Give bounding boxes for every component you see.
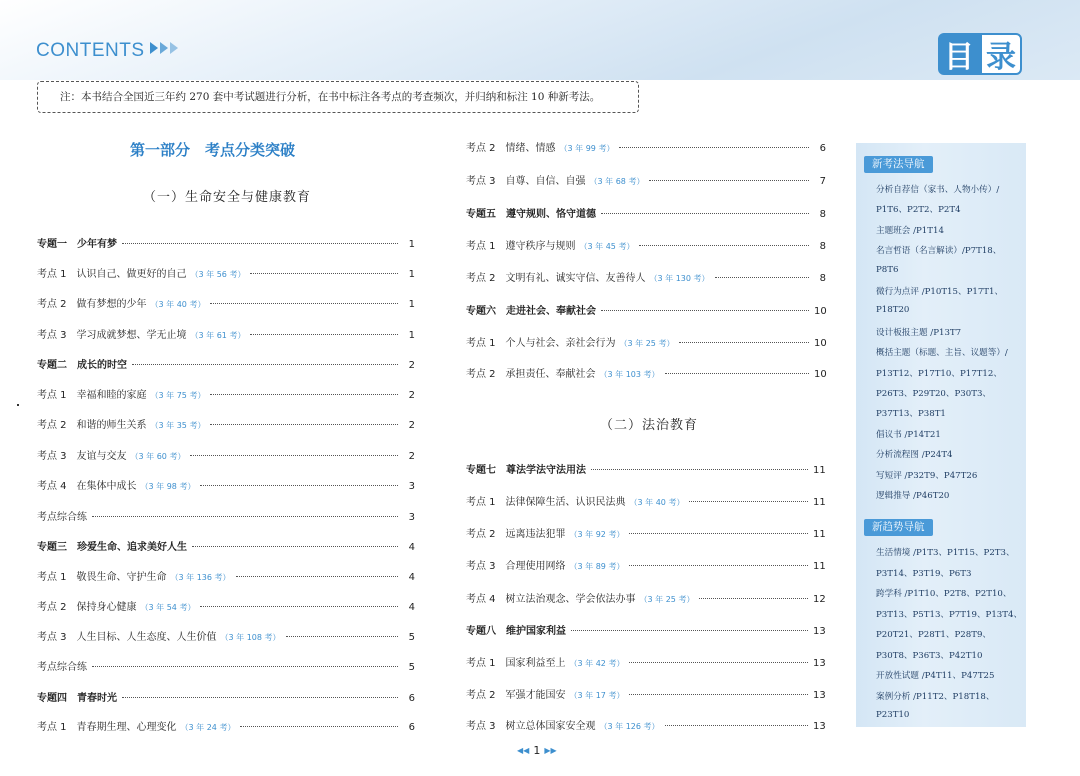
toc-point-row: [466, 493, 825, 507]
toc-entry-frequency: （3 年 68 考）: [589, 177, 645, 186]
toc-entry-page: 10: [814, 306, 827, 317]
toc-entry-page: 11: [813, 497, 826, 508]
toc-entry-frequency: （3 年 40 考）: [150, 300, 206, 309]
dot-leader: [210, 424, 398, 425]
sidebar-line: 生活情境 /P1T3、P1T15、P2T3、: [876, 548, 1015, 558]
toc-entry-label: 考点 2 和谐的师生关系: [37, 420, 147, 431]
toc-entry-frequency: （3 年 92 考）: [569, 530, 625, 539]
toc-entry-label: 专题五 遵守规则、恪守道德: [466, 209, 596, 220]
toc-entry-frequency: （3 年 45 考）: [579, 242, 635, 251]
toc-entry-page: 1: [408, 330, 415, 341]
toc-entry-frequency: （3 年 54 考）: [140, 603, 196, 612]
toc-entry-page: 13: [813, 721, 826, 732]
toc-topic-row: [37, 235, 415, 249]
toc-point-row: [37, 265, 415, 279]
toc-point-row: [466, 237, 826, 251]
toc-entry-label: 考点 3 学习成就梦想、学无止境: [37, 330, 187, 341]
stray-mark: [17, 404, 19, 406]
toc-point-row: [466, 139, 826, 153]
sidebar-line: 微行为点评 /P10T15、P17T1、: [876, 287, 1004, 297]
toc-entry-page: 3: [408, 481, 415, 492]
toc-entry-label: 考点 3 自尊、自信、自强: [466, 176, 586, 187]
toc-entry-frequency: （3 年 42 考）: [569, 659, 625, 668]
sidebar-line: 名言哲语（名言解读）/P7T18、: [876, 246, 1002, 257]
toc-entry-page: 13: [813, 626, 826, 637]
sidebar-line: 跨学科 /P1T10、P2T8、P2T10、: [876, 589, 1012, 599]
toc-entry-label: 考点 2 文明有礼、诚实守信、友善待人: [466, 273, 646, 284]
toc-entry-frequency: （3 年 60 考）: [130, 452, 186, 461]
toc-entry-label: 考点 2 军强才能国安: [466, 690, 566, 701]
toc-point-row: [466, 525, 825, 539]
sidebar-line: P23T10: [876, 710, 910, 720]
toc-point-row: [37, 416, 415, 430]
toc-entry-label: 考点 2 承担责任、奉献社会: [466, 369, 596, 380]
sidebar-line: P1T6、P2T2、P2T4: [876, 205, 961, 216]
toc-point-row: [37, 326, 415, 340]
dot-leader: [122, 697, 398, 698]
toc-entry-frequency: （3 年 103 考）: [599, 370, 660, 379]
toc-point-row: [37, 508, 415, 522]
sidebar-line: 写短评 /P32T9、P47T26: [876, 470, 978, 481]
mulu-char-2: 录: [980, 33, 1022, 75]
toc-entry-label: 专题三 珍爱生命、追求美好人生: [37, 542, 187, 553]
dot-leader: [236, 576, 398, 577]
dot-leader: [715, 277, 809, 278]
dot-leader: [250, 334, 398, 335]
toc-point-row: [37, 718, 415, 732]
toc-point-row: [37, 477, 415, 491]
toc-entry-label: 考点 3 人生目标、人生态度、人生价值: [37, 632, 217, 643]
toc-entry-page: 11: [813, 529, 826, 540]
toc-entry-frequency: （3 年 25 考）: [639, 595, 695, 604]
dot-leader: [699, 598, 808, 599]
toc-entry-page: 8: [819, 273, 826, 284]
toc-entry-page: 3: [408, 512, 415, 523]
sidebar-line: 设计板报主题 /P13T7: [876, 327, 962, 338]
sidebar-line: 概括主题（标题、主旨、议题等）/: [876, 348, 1008, 359]
dot-leader: [601, 310, 809, 311]
page-number: 1: [533, 744, 541, 757]
dot-leader: [210, 394, 398, 395]
toc-point-row: [466, 269, 826, 283]
toc-point-row: [37, 658, 415, 672]
toc-entry-label: 考点 2 做有梦想的少年: [37, 299, 147, 310]
toc-point-row: [37, 628, 415, 642]
toc-entry-frequency: （3 年 108 考）: [220, 633, 281, 642]
dot-leader: [122, 243, 398, 244]
dot-leader: [629, 662, 808, 663]
toc-entry-frequency: （3 年 17 考）: [569, 691, 625, 700]
toc-entry-page: 8: [819, 241, 826, 252]
toc-topic-row: [37, 689, 415, 703]
dot-leader: [286, 636, 398, 637]
toc-point-row: [466, 557, 825, 571]
header-band: [0, 0, 1080, 80]
toc-point-row: [466, 654, 825, 668]
toc-entry-label: 考点 3 树立总体国家安全观: [466, 721, 596, 732]
toc-entry-label: 考点 3 合理使用网络: [466, 561, 566, 572]
toc-point-row: [466, 172, 826, 186]
toc-entry-frequency: （3 年 98 考）: [140, 482, 196, 491]
dot-leader: [192, 546, 398, 547]
toc-entry-label: 考点 4 在集体中成长: [37, 481, 137, 492]
toc-point-row: [37, 386, 415, 400]
dot-leader: [92, 516, 398, 517]
sidebar-line: P30T8、P36T3、P42T10: [876, 650, 983, 661]
toc-entry-page: 2: [408, 390, 415, 401]
toc-entry-frequency: （3 年 99 考）: [559, 144, 615, 153]
toc-entry-frequency: （3 年 136 考）: [170, 573, 231, 582]
sidebar-line: P37T13、P38T1: [876, 409, 946, 420]
toc-topic-row: [466, 302, 826, 316]
toc-entry-frequency: （3 年 25 考）: [619, 339, 675, 348]
toc-entry-label: 考点综合练: [37, 662, 87, 673]
toc-entry-page: 11: [813, 561, 826, 572]
sidebar-line: P26T3、P29T20、P30T3、: [876, 389, 992, 399]
toc-entry-page: 4: [408, 602, 415, 613]
toc-entry-page: 5: [408, 632, 415, 643]
dot-leader: [649, 180, 809, 181]
sidebar-line: P3T13、P5T13、P7T19、P13T4、: [876, 609, 1023, 620]
contents-label: CONTENTS: [36, 40, 145, 61]
toc-entry-frequency: （3 年 126 考）: [599, 722, 660, 731]
page-footer: [517, 744, 557, 757]
toc-entry-page: 13: [813, 658, 826, 669]
dot-leader: [200, 485, 398, 486]
toc-entry-label: 考点 1 青春期生理、心理变化: [37, 722, 177, 733]
dot-leader: [240, 726, 398, 727]
dot-leader: [689, 501, 808, 502]
toc-entry-page: 4: [408, 542, 415, 553]
dot-leader: [591, 469, 808, 470]
toc-point-row: [466, 686, 825, 700]
toc-entry-label: 考点 2 远离违法犯罪: [466, 529, 566, 540]
toc-entry-frequency: （3 年 56 考）: [190, 270, 246, 279]
toc-topic-row: [37, 356, 415, 370]
sidebar-line: P3T14、P3T19、P6T3: [876, 568, 972, 579]
toc-entry-label: 考点 1 国家利益至上: [466, 658, 566, 669]
dot-leader: [601, 213, 809, 214]
dot-leader: [200, 606, 398, 607]
toc-entry-page: 6: [408, 693, 415, 704]
dot-leader: [92, 666, 398, 667]
toc-entry-label: 考点 1 个人与社会、亲社会行为: [466, 338, 616, 349]
sidebar-line: P20T21、P28T1、P28T9、: [876, 630, 992, 640]
toc-entry-page: 10: [814, 369, 827, 380]
section-title-2: （二）法治教育: [600, 418, 699, 433]
toc-entry-page: 1: [408, 239, 415, 250]
sidebar-line: 主题班会 /P1T14: [876, 225, 944, 236]
toc-entry-frequency: （3 年 130 考）: [649, 274, 710, 283]
toc-entry-frequency: （3 年 24 考）: [180, 723, 236, 732]
toc-point-row: [466, 590, 825, 604]
sidebar-line: P13T12、P17T10、P17T12、: [876, 368, 1002, 379]
toc-point-row: [466, 365, 826, 379]
mulu-title: [938, 33, 1022, 75]
toc-entry-label: 专题七 尊法学法守法用法: [466, 465, 586, 476]
toc-point-row: [466, 717, 825, 731]
toc-point-row: [37, 295, 415, 309]
sidebar-line: P18T20: [876, 305, 910, 316]
toc-topic-row: [37, 538, 415, 552]
section-title-1: （一）生命安全与健康教育: [143, 190, 312, 205]
toc-entry-frequency: （3 年 35 考）: [150, 421, 206, 430]
sidebar-line: 倡议书 /P14T21: [876, 429, 941, 440]
toc-entry-page: 5: [408, 662, 415, 673]
toc-entry-page: 2: [408, 360, 415, 371]
toc-entry-frequency: （3 年 61 考）: [190, 331, 246, 340]
dot-leader: [571, 630, 808, 631]
mulu-char-1: 目: [938, 33, 980, 75]
toc-entry-label: 专题一 少年有梦: [37, 239, 117, 250]
sidebar-title-new-trends: 新趋势导航: [864, 519, 933, 536]
toc-entry-frequency: （3 年 89 考）: [569, 562, 625, 571]
toc-entry-page: 7: [819, 176, 826, 187]
dot-leader: [132, 364, 398, 365]
toc-entry-page: 2: [408, 451, 415, 462]
toc-entry-label: 专题八 维护国家利益: [466, 626, 566, 637]
toc-entry-page: 4: [408, 572, 415, 583]
prev-arrow-icon: ◀◀: [517, 746, 530, 755]
toc-entry-label: 考点 3 友谊与交友: [37, 451, 127, 462]
toc-entry-label: 考点 4 树立法治观念、学会依法办事: [466, 594, 636, 605]
dot-leader: [250, 273, 398, 274]
toc-entry-label: 专题四 青春时光: [37, 693, 117, 704]
toc-entry-label: 考点 1 幸福和睦的家庭: [37, 390, 147, 401]
toc-entry-page: 1: [408, 299, 415, 310]
sidebar-line: 逻辑推导 /P46T20: [876, 491, 950, 501]
dot-leader: [210, 303, 398, 304]
toc-entry-page: 11: [813, 465, 826, 476]
toc-entry-label: 考点 1 法律保障生活、认识民法典: [466, 497, 626, 508]
toc-topic-row: [466, 205, 826, 219]
dot-leader: [629, 565, 808, 566]
sidebar-line: 分析自荐信（家书、人物小传）/: [876, 185, 1000, 195]
toc-entry-page: 6: [408, 722, 415, 733]
sidebar-line: 开放性试题 /P4T11、P47T25: [876, 671, 995, 681]
toc-entry-label: 专题六 走进社会、奉献社会: [466, 306, 596, 317]
toc-entry-label: 考点 1 遵守秩序与规则: [466, 241, 576, 252]
sidebar-line: 案例分析 /P11T2、P18T18、: [876, 691, 995, 702]
toc-entry-page: 12: [813, 594, 826, 605]
dot-leader: [629, 533, 808, 534]
toc-entry-frequency: （3 年 75 考）: [150, 391, 206, 400]
toc-entry-page: 2: [408, 420, 415, 431]
toc-entry-page: 13: [813, 690, 826, 701]
toc-entry-label: 考点 1 敬畏生命、守护生命: [37, 572, 167, 583]
next-arrow-icon: ▶▶: [544, 746, 557, 755]
toc-entry-label: 考点 1 认识自己、做更好的自己: [37, 269, 187, 280]
toc-entry-label: 专题二 成长的时空: [37, 360, 127, 371]
dot-leader: [190, 455, 398, 456]
toc-entry-page: 1: [408, 269, 415, 280]
toc-topic-row: [466, 622, 825, 636]
dot-leader: [679, 342, 809, 343]
toc-entry-label: 考点综合练: [37, 512, 87, 523]
toc-point-row: [466, 334, 826, 348]
toc-entry-page: 10: [814, 338, 827, 349]
sidebar-line: 分析流程图 /P24T4: [876, 450, 953, 461]
sidebar-line: P8T6: [876, 264, 899, 275]
arrows-icon: [150, 42, 178, 54]
sidebar-title-new-methods: 新考法导航: [864, 156, 933, 173]
toc-entry-label: 考点 2 保持身心健康: [37, 602, 137, 613]
toc-entry-frequency: （3 年 40 考）: [629, 498, 685, 507]
toc-point-row: [37, 568, 415, 582]
dot-leader: [639, 245, 809, 246]
toc-entry-page: 8: [819, 209, 826, 220]
part-title: 第一部分 考点分类突破: [130, 141, 296, 159]
toc-point-row: [37, 598, 415, 612]
note-box: 注：本书结合全国近三年约 270 套中考试题进行分析，在书中标注各考点的考查频次，并归纳和标注 10 种新考法。: [37, 81, 639, 113]
toc-entry-label: 考点 2 情绪、情感: [466, 143, 556, 154]
toc-entry-page: 6: [819, 143, 826, 154]
toc-point-row: [37, 447, 415, 461]
dot-leader: [629, 694, 808, 695]
toc-topic-row: [466, 461, 825, 475]
dot-leader: [665, 725, 808, 726]
dot-leader: [665, 373, 809, 374]
dot-leader: [619, 147, 809, 148]
